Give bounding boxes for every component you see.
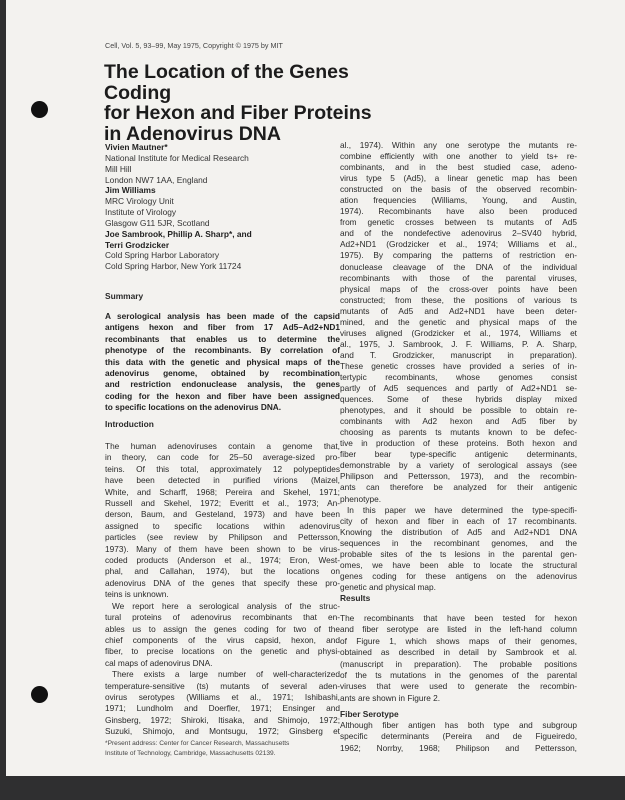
text-line: of Figure 1, which shows maps of their genomes,: [340, 635, 577, 646]
text-line: 1973). Many of them have been shown to be virus-: [105, 543, 340, 554]
text-line: temperature-sensitive (ts) mutants of several aden-: [105, 680, 340, 691]
text-line: Ginsberg, 1972; Shiroki, Itisaka, and Shimojo, 1972;: [105, 714, 340, 725]
text-line: from genetic crosses between ts mutants of Ad5: [340, 217, 577, 228]
text-line: and restriction endonuclease analysis, the genes: [105, 379, 340, 390]
text-line: ants are shown in Figure 2.: [340, 692, 441, 703]
punch-hole-bottom: [31, 686, 48, 703]
affiliation-line: Cold Spring Harbor, New York 11724: [105, 261, 242, 272]
text-line: adenovirus DNA of the genes that specify these pro-: [105, 577, 340, 588]
text-line: recombinants with those of the parental viruses,: [340, 272, 577, 283]
fiber-serotype-heading: Fiber Serotype: [340, 709, 399, 719]
text-line: specific determinants (Pereira and de Figueiredo,: [340, 731, 577, 742]
text-line: White, and Scharff, 1968; Pereira and Skehel, 1971;: [105, 486, 340, 497]
affiliation-line: MRC Virology Unit: [105, 196, 174, 207]
affiliation-line: London NW7 1AA, England: [105, 174, 208, 185]
affiliation-line: Mill Hill: [105, 163, 132, 174]
author-affiliations: [105, 142, 252, 272]
text-line: recombinants that enables us to determine the: [105, 333, 340, 344]
text-line: this data with the genetic and physical maps of the: [105, 356, 340, 367]
text-line: Philipson and Pettersson, 1973), and the recombin-: [340, 471, 577, 482]
text-line: phenotype.: [340, 493, 382, 504]
text-line: sequences in the recombinant genomes, and the: [340, 537, 577, 548]
text-line: antigens hexon and fiber from 17 Ad5–Ad2+ND1: [105, 322, 340, 333]
text-line: in theory, can code for 25–50 average-sized pro-: [105, 452, 340, 463]
author-name: Jim Williams: [105, 185, 156, 196]
text-line: chief components of the virus capsid, hexon, and: [105, 634, 340, 645]
text-line: 1971; Lundholm and Doerfler, 1971; Ensinger and: [105, 703, 340, 714]
text-line: of the ts mutations in the genomes of the parental: [340, 670, 577, 681]
text-line: mutants of Ad5 and Ad2+ND1 have been deter-: [340, 305, 577, 316]
author-name: Terri Grodzicker: [105, 239, 170, 250]
footnote-line: *Present address: Center for Cancer Research, Massachusetts: [105, 740, 290, 747]
text-line: teins is unknown.: [105, 589, 169, 600]
text-line: omes, we have been able to locate the structural: [340, 559, 577, 570]
text-line: mined, and the genetic and physical maps of the: [340, 316, 577, 327]
results-heading: Results: [340, 593, 371, 603]
text-line: demonstrable by a variety of serological assays (see: [340, 460, 577, 471]
text-line: There exists a large number of well-characterized: [112, 669, 340, 680]
text-line: Although fiber antigen has both type and subgroup: [340, 720, 577, 730]
text-line: The recombinants that have been tested for hexon: [340, 613, 577, 623]
text-line: tive in production of these proteins. Both hexon and: [340, 438, 577, 449]
text-line: to specific locations on the adenovirus DNA.: [105, 402, 282, 413]
text-line: phenotypes, and it should be possible to obtain re-: [340, 405, 577, 416]
text-line: 1974). Recombinants have also been produced: [340, 206, 577, 217]
text-line: tural proteins of adenovirus recombinants that en-: [105, 612, 340, 623]
text-line: (manuscript in preparation). The probable positions: [340, 658, 577, 669]
text-line: assigned to specific locations within adenovirus: [105, 520, 340, 531]
text-line: city of hexon and fiber in each of 17 recombinants.: [340, 515, 577, 526]
text-line: have been detected in purified virions (Maizel,: [105, 475, 340, 486]
text-line: The human adenoviruses contain a genome that,: [105, 441, 340, 451]
text-line: probable sites of the ts lesions in the parental gen-: [340, 548, 577, 559]
title-line: in Adenovirus DNA: [104, 122, 281, 145]
author-name: Joe Sambrook, Phillip A. Sharp*, and: [105, 228, 252, 239]
affiliation-line: Institute of Virology: [105, 207, 177, 218]
text-line: virus type 5 (Ad5), a linear genetic map has been: [340, 173, 577, 184]
introduction-text-continued: [340, 140, 577, 593]
results-text: [340, 613, 577, 704]
text-line: quences. Some of these hybrids display mixed: [340, 394, 577, 405]
text-line: Knowing the distribution of Ad5 and Ad2+ND1 DNA: [340, 526, 577, 537]
text-line: coding for the hexon and fiber have been assigned: [105, 390, 340, 401]
text-line: donuclease cleavage of the DNA of the individual: [340, 261, 577, 272]
text-line: ants can therefore be analyzed for their antigenic: [340, 482, 577, 493]
fiber-serotype-text: [340, 720, 577, 754]
text-line: choosing as parents ts mutants known to be defec-: [340, 427, 577, 438]
text-line: cal maps of adenovirus DNA.: [105, 657, 213, 668]
text-line: and of the nondefective adenovirus 2–SV40 hybrid,: [340, 228, 577, 239]
journal-header: Cell, Vol. 5, 93–99, May 1975, Copyright © 1975 by MIT: [105, 41, 283, 50]
text-line: al., 1974). Within any one serotype the mutants re-: [340, 140, 577, 150]
title-line: for Hexon and Fiber Proteins: [104, 102, 372, 124]
text-line: 1962; Norrby, 1968; Philipson and Pettersson,: [340, 742, 577, 753]
text-line: physical maps of the cross-over points have been: [340, 283, 577, 294]
text-line: genetic and physical map.: [340, 581, 436, 592]
introduction-text: [105, 441, 340, 738]
summary-heading: Summary: [105, 291, 144, 301]
affiliation-line: Cold Spring Harbor Laboratory: [105, 250, 220, 261]
text-line: particles (see review by Philipson and Pettersson,: [105, 532, 340, 543]
text-line: ation frequencies (Williams, Young, and Austin,: [340, 195, 577, 206]
punch-hole-top: [31, 101, 48, 118]
text-line: combinants with Ad2 hexon and Ad5 fiber by: [340, 416, 577, 427]
affiliation-line: National Institute for Medical Research: [105, 152, 249, 163]
text-line: obtained as described in detail by Sambrook et al.: [340, 647, 577, 658]
text-line: Russell and Skehel, 1972; Everitt et al., 1973; An-: [105, 498, 340, 509]
text-line: partly of Ad5 sequences and partly of Ad2+ND1 se-: [340, 383, 577, 394]
text-line: In this paper we have determined the type-specifi-: [347, 504, 577, 515]
summary-text: [105, 311, 340, 414]
text-line: genes coding for these antigens on the adenovirus: [340, 570, 577, 581]
text-line: and T. Grodzicker, manuscript in preparation).: [340, 349, 577, 360]
text-line: combine efficiently with one another to yield ts+ re-: [340, 151, 577, 162]
introduction-heading: Introduction: [105, 419, 154, 429]
text-line: derson, Baum, and Gesteland, 1973) and have been: [105, 509, 340, 520]
text-line: viruses that were used to generate the recombin-: [340, 681, 577, 692]
footnote: [105, 739, 345, 759]
text-line: tertypic recombinants, whose genomes consist: [340, 371, 577, 382]
text-line: 1975). By comparing the patterns of restriction en-: [340, 250, 577, 261]
text-line: phenotype of the recombinants. By correlation of: [105, 345, 340, 356]
text-line: coded products (Anderson et al., 1974; Eron, West-: [105, 555, 340, 566]
text-line: combinants, and in the best studied case, adeno-: [340, 162, 577, 173]
text-line: Ad2+ND1 (Grodzicker et al., 1974; Williams et al.,: [340, 239, 577, 250]
text-line: al., 1975, J. Sambrook, J. F. Williams, P. A. Sharp,: [340, 338, 577, 349]
text-line: viruses aligned (Grodzicker et al., 1974, Williams et: [340, 327, 577, 338]
footnote-line: Institute of Technology, Cambridge, Massachusetts 02139.: [105, 750, 276, 757]
text-line: constructed on the basis of the observed recombin-: [340, 184, 577, 195]
text-line: These genetic crosses have provided a series of in-: [340, 360, 577, 371]
paper-title: [104, 62, 404, 144]
text-line: A serological analysis has been made of the capsid: [105, 311, 340, 321]
text-line: teins. Of this total, approximately 12 polypeptides: [105, 463, 340, 474]
text-line: ables us to assign the genes coding for two of the: [105, 623, 340, 634]
text-line: Suzuki, Shimojo, and Montsugu, 1972; Ginsberg et: [105, 726, 340, 737]
text-line: and fiber serotype are listed in the left-hand column: [340, 624, 577, 635]
affiliation-line: Glasgow G11 5JR, Scotland: [105, 217, 210, 228]
text-line: We report here a serological analysis of the struc-: [112, 600, 340, 611]
text-line: adenovirus genome, obtained by recombination: [105, 368, 340, 379]
text-line: fiber bear type-specific antigenic determinants,: [340, 449, 577, 460]
text-line: phal, and Callahan, 1974), but the locations on: [105, 566, 340, 577]
text-line: constructed; from these, the positions of various ts: [340, 294, 577, 305]
title-line: The Location of the Genes Coding: [104, 61, 349, 104]
author-name: Vivien Mautner*: [105, 142, 168, 152]
text-line: fiber, to precise locations on the genetic and physi-: [105, 646, 340, 657]
text-line: ovirus serotypes (Williams et al., 1971; Ishibashi,: [105, 691, 340, 702]
